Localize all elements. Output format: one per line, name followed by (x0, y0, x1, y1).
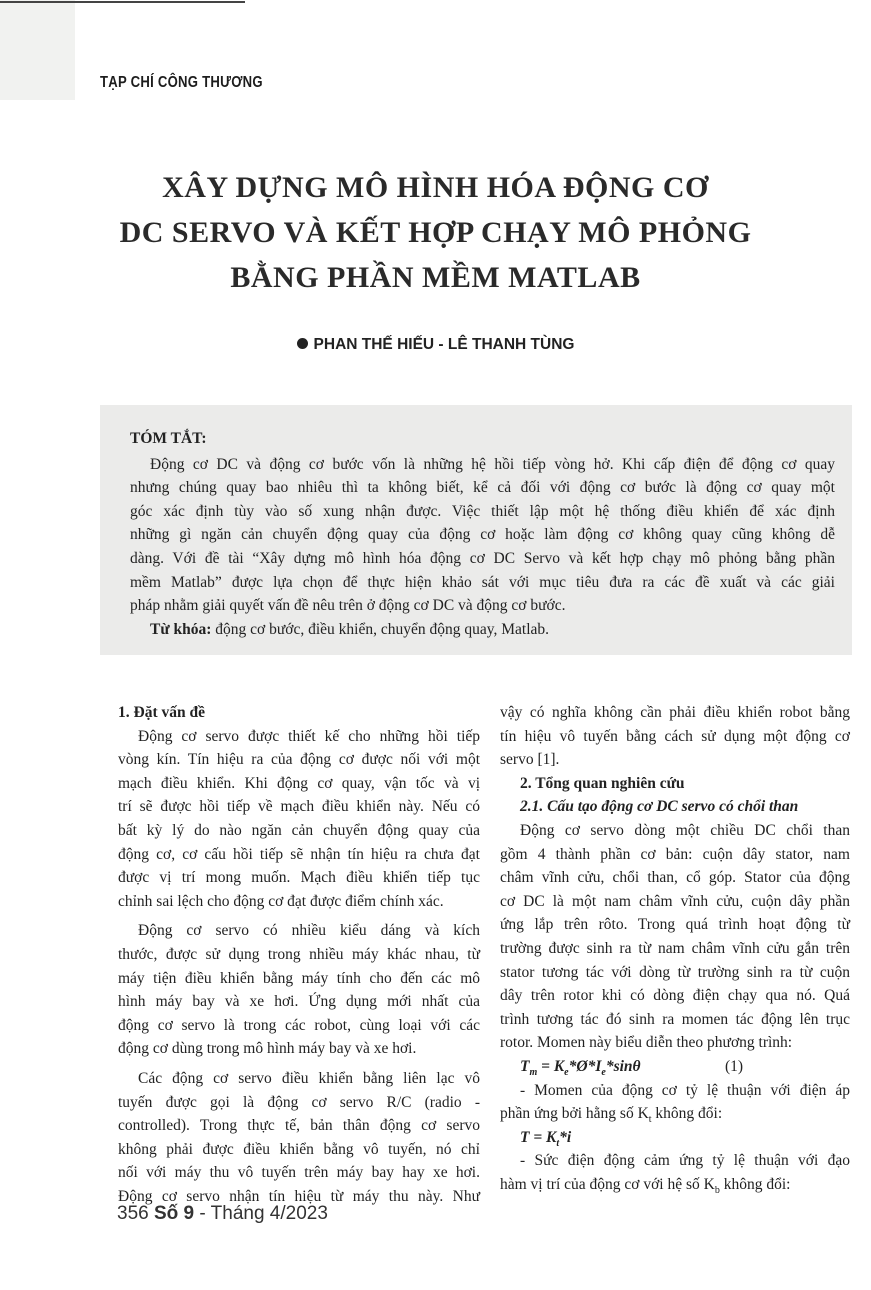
abstract-line: nhưng chúng quay bao nhiêu thì ta không biết, kể cả đối với động cơ bước là động cơ quay một (130, 479, 835, 497)
equation-part: *sinθ (605, 1057, 641, 1075)
text-line: bất kỳ lý do nào ngăn cản chuyển động quay của (118, 821, 480, 839)
abstract-heading: TÓM TẮT: (130, 430, 207, 447)
text-line: động cơ, cơ cấu hồi tiếp sẽ nhận tín hiệu ra chưa đạt (118, 845, 480, 863)
equation-part: m (529, 1067, 538, 1078)
top-rule (0, 1, 245, 3)
equation-part: T (520, 1057, 530, 1075)
text-line: trình tương tác đó sinh ra momen tác động lên trục (500, 1010, 850, 1028)
abstract-line: góc xác định tùy vào số xung nhận được. Việc thiết lập một hệ thống điều khiển để xác định (130, 502, 835, 520)
text-line (500, 1102, 850, 1126)
text-line: trường được sinh ra từ nam châm vĩnh cửu gắn trên (500, 939, 850, 957)
text-line: chỉnh sai lệch cho động cơ đạt được điểm chính xác. (118, 892, 444, 910)
text-line: - Momen của động cơ tỷ lệ thuận với điện áp (520, 1081, 850, 1099)
subscript: b (714, 1184, 720, 1196)
subsection-heading: 2.1. Cấu tạo động cơ DC servo có chổi than (520, 798, 799, 816)
abstract-line: pháp nhằm giải quyết vấn đề nêu trên ở động cơ DC và động cơ bước. (130, 597, 566, 615)
text-line: Động cơ servo được thiết kế cho những hồi tiếp (138, 727, 480, 745)
section-heading: 2. Tổng quan nghiên cứu (520, 774, 685, 792)
keywords: động cơ bước, điều khiển, chuyển động quay, Matlab. (211, 620, 550, 638)
text-line: tín hiệu vô tuyến bằng cách sử dụng một động cơ (500, 727, 850, 745)
text-line: - Sức điện động cảm ứng tỷ lệ thuận với đạo (520, 1152, 850, 1170)
text-line: cơ DC là một nam châm vĩnh cửu, cuộn dây phần (500, 892, 850, 910)
text-line: ứng lắp trên rôto. Trong quá trình hoạt động từ (500, 916, 850, 934)
issue-date: - Tháng 4/2023 (194, 1203, 328, 1224)
text-line: được vị trí mong muốn. Mạch điều khiển tiếp tục (118, 869, 480, 887)
equation-part: T = K (520, 1128, 557, 1146)
text-line: châm vĩnh cửu, chổi than, cổ góp. Stator của động (500, 869, 850, 887)
keywords-label: Từ khóa: (150, 620, 212, 638)
journal-name: TẠP CHÍ CÔNG THƯƠNG (100, 74, 263, 91)
page-footer (117, 1203, 328, 1225)
section-heading: 1. Đặt vấn đề (118, 704, 205, 721)
text-line: máy tiện điều khiển bằng máy tính cho đến các mô (118, 969, 480, 987)
equation-2 (500, 1126, 850, 1150)
abstract-box (100, 405, 852, 655)
text-line: nối với máy thu vô tuyến trên máy bay hay xe hơi. (118, 1164, 480, 1182)
text-line: vậy có nghĩa không cần phải điều khiển robot bằng (500, 704, 850, 721)
text-line: Động cơ servo có nhiều kiểu dáng và kích (138, 922, 480, 940)
equation-part: *i (559, 1128, 572, 1146)
page-edge-strip (0, 0, 75, 100)
text-line: stator tương tác với dòng từ trường sinh ra từ cuộn (500, 963, 850, 981)
equation-1 (500, 1055, 850, 1079)
text-line: tuyến được gọi là động cơ servo R/C (radio - (118, 1093, 480, 1111)
left-column (118, 701, 480, 1214)
text-line: gồm 4 thành phần cơ bản: cuộn dây stator, nam (500, 845, 850, 863)
text: không đổi: (719, 1175, 791, 1193)
text-line: hình máy bay và xe hơi. Ứng dụng mới nhất của (118, 993, 480, 1011)
text-line: không phải được điều khiển bằng vô tuyến, nó chỉ (118, 1140, 480, 1158)
text-line: Động cơ servo dòng một chiều DC chổi than (520, 821, 850, 839)
equation-part: e (601, 1067, 606, 1078)
text-line: servo [1]. (500, 751, 560, 769)
author-names: PHAN THẾ HIẾU - LÊ THANH TÙNG (313, 336, 575, 353)
text-line (500, 1173, 850, 1197)
text-line: Động cơ servo nhận tín hiệu từ máy thu này. Như (118, 1187, 480, 1205)
paragraph (118, 919, 480, 1061)
abstract-line: mềm Matlab” được lựa chọn để thực hiện khảo sát với mục tiêu đưa ra các đề xuất và các giải (130, 573, 835, 591)
equation-number: (1) (725, 1057, 744, 1075)
text-line: Các động cơ servo điều khiển bằng liên lạc vô (138, 1069, 480, 1087)
subscript: t (648, 1114, 652, 1126)
abstract-line: những gì ngăn cản chuyển động quay của động cơ hoặc làm động cơ không quay cũng không dễ (130, 526, 835, 544)
page-number: 356 (117, 1203, 154, 1224)
text-line: động cơ dùng trong mô hình máy bay và xe hơi. (118, 1040, 417, 1058)
equation-part: e (564, 1067, 569, 1078)
paragraph (118, 1067, 480, 1209)
keywords-line (130, 618, 835, 642)
paragraph (500, 819, 850, 1055)
issue-number: Số 9 (153, 1203, 195, 1224)
text-line: thước, được sử dụng trong nhiều máy khác nhau, từ (118, 945, 480, 963)
paragraph (500, 701, 850, 772)
right-column (500, 701, 850, 1196)
text: hàm vị trí của động cơ với hệ số K (500, 1175, 715, 1193)
text-line: động cơ servo là trong các robot, cùng loại với các (118, 1016, 480, 1034)
text: không đổi: (651, 1105, 723, 1123)
text-line: rotor. Momen này biểu diễn theo phương trình: (500, 1034, 793, 1052)
equation-part: *Ø*I (568, 1057, 602, 1075)
text-line: trí sẽ được hồi tiếp về mạch điều khiển này. Nếu có (118, 798, 480, 816)
paragraph (118, 725, 480, 914)
text-line: mạch điều khiển. Khi động cơ quay, vận tốc và vị (118, 774, 480, 792)
article-title (0, 165, 871, 300)
authors (0, 336, 871, 354)
text-line: vòng kín. Tín hiệu ra của động cơ được nối với một (118, 751, 480, 769)
title-line: DC SERVO VÀ KẾT HỢP CHẠY MÔ PHỎNG (119, 216, 752, 249)
abstract-line: Động cơ DC và động cơ bước vốn là những hệ hồi tiếp vòng hở. Khi cấp điện để động cơ quay (150, 455, 835, 473)
text: phần ứng bởi hằng số K (500, 1105, 649, 1123)
title-line: XÂY DỰNG MÔ HÌNH HÓA ĐỘNG CƠ (162, 171, 709, 204)
bullet-icon (297, 338, 308, 349)
equation-part: t (556, 1137, 560, 1149)
text-line: dây trên rotor khi có dòng điện chạy qua nó. Quá (500, 987, 850, 1005)
abstract-line: dàng. Với đề tài “Xây dựng mô hình hóa động cơ DC Servo và kết hợp chạy mô phỏng bằng phần (130, 549, 835, 567)
text-line: controlled). Trong thực tế, bản thân động cơ servo (118, 1117, 480, 1135)
equation-part: = K (537, 1057, 565, 1075)
title-line: BẰNG PHẦN MỀM MATLAB (230, 261, 641, 294)
